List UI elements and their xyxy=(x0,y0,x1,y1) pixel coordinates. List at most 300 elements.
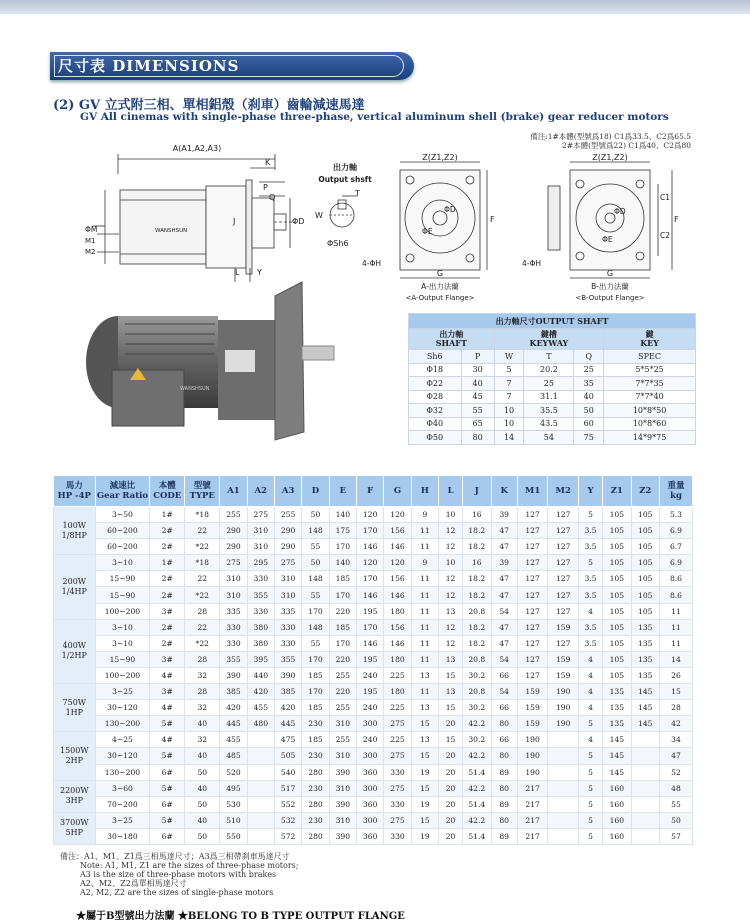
dim-cell: 6.7 xyxy=(659,539,692,555)
dim-cell: 30.2 xyxy=(463,732,491,748)
dim-cell: 4 xyxy=(579,651,603,667)
dim-cell: 275 xyxy=(384,716,411,732)
dim-m1-label: M1 xyxy=(85,237,96,245)
dim-cell: 3.5 xyxy=(579,523,603,539)
dim-cell: 105 xyxy=(631,507,659,523)
dim-cell: 15~90 xyxy=(95,651,150,667)
dim-cell: 20 xyxy=(439,780,463,796)
dim-cell: 11 xyxy=(411,684,438,700)
dim-cell: 13 xyxy=(411,732,438,748)
dim-cell: 12 xyxy=(439,619,463,635)
dim-cell: 390 xyxy=(220,667,247,683)
dim-cell xyxy=(631,812,659,828)
side-view-diagram xyxy=(85,140,310,290)
dim-cell: 55 xyxy=(302,587,329,603)
dim-cell: 3~60 xyxy=(95,780,150,796)
shaft-col-header: SPEC xyxy=(604,350,696,364)
dim-cell: 12 xyxy=(439,571,463,587)
shaft-cell: 25 xyxy=(524,377,574,391)
dim-cell: 146 xyxy=(357,587,384,603)
dimension-table xyxy=(53,475,693,845)
dim-cell: 220 xyxy=(329,684,356,700)
dim-cell: 15 xyxy=(411,780,438,796)
dim-cell: 145 xyxy=(631,684,659,700)
dim-cell: 217 xyxy=(517,796,548,812)
dim-cell: 160 xyxy=(603,828,631,844)
dim-cell: 16 xyxy=(463,555,491,571)
dim-t-label: T xyxy=(355,189,360,198)
dim-cell: 105 xyxy=(603,587,631,603)
dim-cell: 47 xyxy=(491,571,517,587)
dim-cell: 195 xyxy=(357,684,384,700)
footnote-line: A3 is the size of three-phase motors with brakes xyxy=(80,870,277,879)
dim-cell: 225 xyxy=(384,732,411,748)
dim-cell: 18.2 xyxy=(463,619,491,635)
dim-cell: 12 xyxy=(439,539,463,555)
dim-cell: 39 xyxy=(491,555,517,571)
shaft-cell: 40 xyxy=(461,377,494,391)
dim-cell: 127 xyxy=(517,603,548,619)
dim-cell: 180 xyxy=(384,651,411,667)
dim-cell: 66 xyxy=(491,700,517,716)
dim-cell: 5# xyxy=(150,748,185,764)
shaft-cell: 10 xyxy=(494,404,524,418)
dim-cell: 20 xyxy=(439,764,463,780)
dim-cell: 148 xyxy=(302,619,329,635)
dim-cell: 135 xyxy=(631,667,659,683)
dim-cell: 159 xyxy=(517,716,548,732)
dim-cell: 330 xyxy=(247,603,274,619)
dim-row xyxy=(54,635,693,651)
shaft-cell: Φ50 xyxy=(409,431,462,445)
dim-cell: 54 xyxy=(491,651,517,667)
flange-a-e-label: ΦE xyxy=(422,227,433,236)
dim-cell: 4# xyxy=(150,667,185,683)
dim-cell: 135 xyxy=(631,651,659,667)
dim-cell: 50 xyxy=(185,828,220,844)
dim-cell: 240 xyxy=(357,667,384,683)
dim-cell: 55 xyxy=(659,796,692,812)
dim-cell: 5 xyxy=(579,764,603,780)
dim-cell: 175 xyxy=(329,523,356,539)
dim-cell: *22 xyxy=(185,587,220,603)
dim-cell: 3# xyxy=(150,603,185,619)
flange xyxy=(275,282,304,440)
shaft-group-key: 鍵 KEY xyxy=(604,329,696,350)
dim-cell: 39 xyxy=(491,507,517,523)
section-banner xyxy=(50,52,414,80)
dim-cell: 105 xyxy=(631,555,659,571)
flange-a-diagram xyxy=(362,150,502,305)
dim-cell: 552 xyxy=(274,796,301,812)
footnote-line: A2, M2, Z2 are the sizes of single-phase motors xyxy=(80,888,274,897)
dim-cell: 18.2 xyxy=(463,571,491,587)
dim-cell: 4 xyxy=(579,732,603,748)
shaft-cell: 55 xyxy=(461,404,494,418)
dim-m-label: ΦM xyxy=(85,225,98,234)
dim-cell: 47 xyxy=(491,619,517,635)
dim-cell: 355 xyxy=(274,651,301,667)
dim-cell: 5 xyxy=(579,828,603,844)
dim-cell xyxy=(247,748,274,764)
hp-cell: 2200W 3HP xyxy=(54,780,96,812)
dim-cell: 485 xyxy=(220,748,247,764)
dim-m2-label: M2 xyxy=(85,248,96,256)
dim-cell: 54 xyxy=(491,684,517,700)
hp-cell: 400W 1/2HP xyxy=(54,619,96,683)
dim-cell: 145 xyxy=(603,764,631,780)
dim-cell: 255 xyxy=(274,507,301,523)
dim-cell: 455 xyxy=(247,700,274,716)
shaft-cell: 60 xyxy=(574,417,604,431)
shaft-col-header: W xyxy=(494,350,524,364)
dim-cell: 310 xyxy=(220,571,247,587)
dim-cell: 15 xyxy=(411,812,438,828)
dim-cell: 220 xyxy=(329,603,356,619)
dim-col-header: L xyxy=(439,476,463,507)
dim-cell: 445 xyxy=(274,716,301,732)
dim-cell: 170 xyxy=(329,539,356,555)
dim-cell: 13 xyxy=(411,700,438,716)
dim-cell: 30~120 xyxy=(95,748,150,764)
dim-cell: 66 xyxy=(491,667,517,683)
dim-cell: 22 xyxy=(185,619,220,635)
dim-cell: 20 xyxy=(439,716,463,732)
dim-cell: 127 xyxy=(548,555,579,571)
dim-cell: 135 xyxy=(603,684,631,700)
dim-cell: 300 xyxy=(357,748,384,764)
dim-cell: 145 xyxy=(631,716,659,732)
dim-row xyxy=(54,716,693,732)
dim-cell: 20 xyxy=(439,748,463,764)
dim-row xyxy=(54,667,693,683)
dim-cell: 160 xyxy=(603,812,631,828)
dim-cell: 140 xyxy=(329,507,356,523)
shaft-cell: 35 xyxy=(574,377,604,391)
dim-col-header: 減速比 Gear Ratio xyxy=(95,476,150,507)
dim-row xyxy=(54,587,693,603)
dim-cell: 50 xyxy=(659,812,692,828)
dim-cell: 55 xyxy=(302,539,329,555)
dim-cell: 47 xyxy=(491,587,517,603)
dim-col-header: G xyxy=(384,476,411,507)
shaft-col-header: Q xyxy=(574,350,604,364)
title-cn: (2) GV 立式附三相、單相鋁殼（刹車）齒輪減速馬達 xyxy=(53,98,365,113)
dim-cell: 146 xyxy=(384,635,411,651)
dim-cell: 22 xyxy=(185,571,220,587)
dim-cell: 146 xyxy=(384,539,411,555)
hp-cell: 200W 1/4HP xyxy=(54,555,96,619)
dim-cell: 47 xyxy=(491,635,517,651)
dim-cell: 4 xyxy=(579,684,603,700)
dim-col-header: M2 xyxy=(548,476,579,507)
flange-a-h-label: 4-ΦH xyxy=(362,259,382,268)
dim-cell: 140 xyxy=(329,555,356,571)
shaft-table-title: 出力軸尺寸OUTPUT SHAFT xyxy=(409,314,696,329)
dim-cell: 185 xyxy=(302,732,329,748)
dim-cell: 275 xyxy=(384,748,411,764)
dim-cell: 57 xyxy=(659,828,692,844)
shaft-row xyxy=(409,417,696,431)
hp-cell: 750W 1HP xyxy=(54,684,96,732)
dim-cell: 9 xyxy=(411,555,438,571)
dim-cell: 440 xyxy=(247,667,274,683)
dim-cell: 145 xyxy=(603,748,631,764)
dim-cell: 127 xyxy=(517,587,548,603)
dim-cell: 52 xyxy=(659,764,692,780)
dim-cell: 127 xyxy=(517,555,548,571)
dim-cell: 80 xyxy=(491,780,517,796)
title-en: GV All cinemas with single-phase three-phase, vertical aluminum shell (brake) gear reducer motors xyxy=(80,111,669,123)
dim-row xyxy=(54,684,693,700)
dim-cell: 11 xyxy=(659,603,692,619)
shaft-cell: 10 xyxy=(494,417,524,431)
dim-cell: 355 xyxy=(247,587,274,603)
dim-cell: 310 xyxy=(329,780,356,796)
dim-cell: 15 xyxy=(411,748,438,764)
dim-cell: 127 xyxy=(548,539,579,555)
dim-cell: 290 xyxy=(220,539,247,555)
dim-cell: 127 xyxy=(548,603,579,619)
dim-cell: 230 xyxy=(302,812,329,828)
flange-b-d-label: ΦD xyxy=(614,207,626,216)
flange-a-z-label: Z(Z1,Z2) xyxy=(422,153,458,162)
dim-cell: 16 xyxy=(463,507,491,523)
dim-cell: 105 xyxy=(603,651,631,667)
dim-col-header: Y xyxy=(579,476,603,507)
dim-cell: 550 xyxy=(220,828,247,844)
dim-cell: 170 xyxy=(357,523,384,539)
dim-cell: 127 xyxy=(517,619,548,635)
dim-cell xyxy=(548,812,579,828)
flange-b-f-label: F xyxy=(674,215,679,224)
shaft-group-keyway: 鍵槽 KEYWAY xyxy=(494,329,604,350)
output-shaft xyxy=(302,346,334,360)
dim-cell: 505 xyxy=(274,748,301,764)
dim-cell xyxy=(631,780,659,796)
dim-cell: 20 xyxy=(439,812,463,828)
dim-cell: 8.6 xyxy=(659,587,692,603)
dim-cell: 2# xyxy=(150,571,185,587)
dim-cell: 5 xyxy=(579,748,603,764)
dim-cell: 127 xyxy=(517,507,548,523)
dim-cell: 4~25 xyxy=(95,732,150,748)
dim-cell: 185 xyxy=(302,667,329,683)
shaft-cell: 40 xyxy=(574,390,604,404)
dim-cell xyxy=(247,796,274,812)
dim-cell: 30.2 xyxy=(463,667,491,683)
shaft-cell: Φ40 xyxy=(409,417,462,431)
dim-cell: 275 xyxy=(220,555,247,571)
dim-cell: 51.4 xyxy=(463,796,491,812)
dim-y-label: Y xyxy=(257,268,262,277)
shaft-cell: 80 xyxy=(461,431,494,445)
footnote-line: 備注：A1、M1、Z1爲三相馬達尺寸；A3爲三相帶刹車馬達尺寸 xyxy=(60,852,290,861)
dim-cell: 105 xyxy=(603,571,631,587)
dim-cell: 47 xyxy=(659,748,692,764)
dim-cell: 159 xyxy=(548,667,579,683)
dim-cell: 310 xyxy=(329,812,356,828)
dim-cell: 42.2 xyxy=(463,780,491,796)
dim-cell: 2# xyxy=(150,587,185,603)
dim-row xyxy=(54,700,693,716)
dim-cell: 295 xyxy=(247,555,274,571)
shaft-cell: 7 xyxy=(494,390,524,404)
dim-cell: 100~200 xyxy=(95,603,150,619)
dim-cell: 2# xyxy=(150,635,185,651)
shaft-cell: 54 xyxy=(524,431,574,445)
dim-cell: 127 xyxy=(548,523,579,539)
dim-cell: *22 xyxy=(185,635,220,651)
dim-cell: 185 xyxy=(329,619,356,635)
dim-cell: 10 xyxy=(439,555,463,571)
dim-cell: 15 xyxy=(659,684,692,700)
dim-row xyxy=(54,796,693,812)
dim-cell: 127 xyxy=(517,539,548,555)
dim-cell: 20.8 xyxy=(463,684,491,700)
dim-cell: 275 xyxy=(384,780,411,796)
dim-cell: 540 xyxy=(274,764,301,780)
shaft-col-header: T xyxy=(524,350,574,364)
dim-cell: 230 xyxy=(302,780,329,796)
dim-cell: 28 xyxy=(185,603,220,619)
dim-cell: 185 xyxy=(329,571,356,587)
shaft-cell: 10*8*50 xyxy=(604,404,696,418)
dim-cell: 14 xyxy=(659,651,692,667)
dim-cell: 146 xyxy=(384,587,411,603)
dim-cell: 6.9 xyxy=(659,555,692,571)
dim-cell: 170 xyxy=(357,619,384,635)
shaft-cell: 14*9*75 xyxy=(604,431,696,445)
dim-cell: 50 xyxy=(185,764,220,780)
dim-cell: 3.5 xyxy=(579,571,603,587)
dim-cell xyxy=(247,732,274,748)
dim-col-header: 重量 kg xyxy=(659,476,692,507)
dim-cell: 290 xyxy=(274,539,301,555)
flange-b-caption-cn: B-出力法蘭 xyxy=(591,282,629,291)
dim-j-label: J xyxy=(233,217,236,226)
dim-cell: 380 xyxy=(247,635,274,651)
dim-col-header: M1 xyxy=(517,476,548,507)
dim-cell: 330 xyxy=(384,828,411,844)
dim-cell xyxy=(247,812,274,828)
dim-cell: 18.2 xyxy=(463,523,491,539)
dim-cell: 160 xyxy=(603,780,631,796)
dim-cell: 34 xyxy=(659,732,692,748)
dim-cell: 105 xyxy=(603,603,631,619)
dim-col-header: F xyxy=(357,476,384,507)
dim-cell: 12 xyxy=(439,587,463,603)
dim-cell: 89 xyxy=(491,828,517,844)
dim-cell: 3~10 xyxy=(95,635,150,651)
dim-row xyxy=(54,651,693,667)
dim-cell: 130~200 xyxy=(95,764,150,780)
dim-cell: 280 xyxy=(302,796,329,812)
dim-cell: 360 xyxy=(357,796,384,812)
dim-cell: 420 xyxy=(220,700,247,716)
dim-cell: 51.4 xyxy=(463,828,491,844)
dim-row xyxy=(54,780,693,796)
dim-p-label: P xyxy=(263,183,268,192)
dim-cell: 145 xyxy=(603,732,631,748)
dim-cell: 230 xyxy=(302,748,329,764)
dim-cell: 11 xyxy=(411,587,438,603)
dim-cell: 105 xyxy=(603,635,631,651)
dim-cell: 190 xyxy=(548,700,579,716)
dim-cell: 330 xyxy=(220,619,247,635)
dim-cell: 50 xyxy=(302,507,329,523)
dim-cell: 180 xyxy=(384,603,411,619)
dim-cell: 70~200 xyxy=(95,796,150,812)
dim-cell: 310 xyxy=(247,539,274,555)
dim-cell: 572 xyxy=(274,828,301,844)
dim-cell: 66 xyxy=(491,732,517,748)
dim-cell: 80 xyxy=(491,812,517,828)
hp-cell: 3700W 5HP xyxy=(54,812,96,844)
dim-cell: 3~50 xyxy=(95,507,150,523)
shaft-title-cn: 出力軸 xyxy=(333,163,357,172)
dim-cell: 420 xyxy=(247,684,274,700)
shaft-cell: 75 xyxy=(574,431,604,445)
dim-cell: 42.2 xyxy=(463,812,491,828)
dim-cell: 135 xyxy=(603,716,631,732)
dim-cell: 127 xyxy=(548,635,579,651)
dim-cell: 217 xyxy=(517,828,548,844)
dim-cell: 127 xyxy=(548,587,579,603)
dim-cell: 4# xyxy=(150,732,185,748)
shaft-cell: Φ28 xyxy=(409,390,462,404)
dim-cell: 240 xyxy=(357,700,384,716)
dim-cell: 105 xyxy=(603,667,631,683)
shaft-cell: 50 xyxy=(574,404,604,418)
shaft-row xyxy=(409,431,696,445)
dim-cell: *18 xyxy=(185,555,220,571)
dim-cell: 42.2 xyxy=(463,716,491,732)
dim-cell: 195 xyxy=(357,603,384,619)
dim-cell: 32 xyxy=(185,700,220,716)
brand-label: WANSHSUN xyxy=(155,228,188,234)
shaft-title-en: Output shsft xyxy=(318,175,372,184)
dim-cell: 11 xyxy=(411,651,438,667)
dim-cell: 135 xyxy=(603,700,631,716)
shaft-cell: Φ32 xyxy=(409,404,462,418)
dim-cell: 255 xyxy=(220,507,247,523)
shaft-row xyxy=(409,390,696,404)
shaft-cell: 10*8*60 xyxy=(604,417,696,431)
dim-cell: 32 xyxy=(185,732,220,748)
dim-cell xyxy=(548,828,579,844)
shaft-row xyxy=(409,377,696,391)
dim-row xyxy=(54,603,693,619)
dim-cell: 127 xyxy=(517,667,548,683)
dim-cell: 5 xyxy=(579,716,603,732)
dim-cell: 148 xyxy=(302,523,329,539)
dim-cell: 13 xyxy=(439,684,463,700)
dim-cell: 100~200 xyxy=(95,667,150,683)
dim-cell: 105 xyxy=(603,619,631,635)
dim-cell: 8.6 xyxy=(659,571,692,587)
dim-cell: 19 xyxy=(411,828,438,844)
dim-cell: 335 xyxy=(220,603,247,619)
flange-a-caption-cn: A-出力法蘭 xyxy=(421,282,459,291)
dim-cell: 4# xyxy=(150,700,185,716)
dim-cell: 2# xyxy=(150,539,185,555)
dim-cell: 105 xyxy=(631,523,659,539)
dim-row xyxy=(54,571,693,587)
dim-cell: 15~90 xyxy=(95,587,150,603)
dim-cell xyxy=(548,780,579,796)
dim-cell: 3~25 xyxy=(95,684,150,700)
